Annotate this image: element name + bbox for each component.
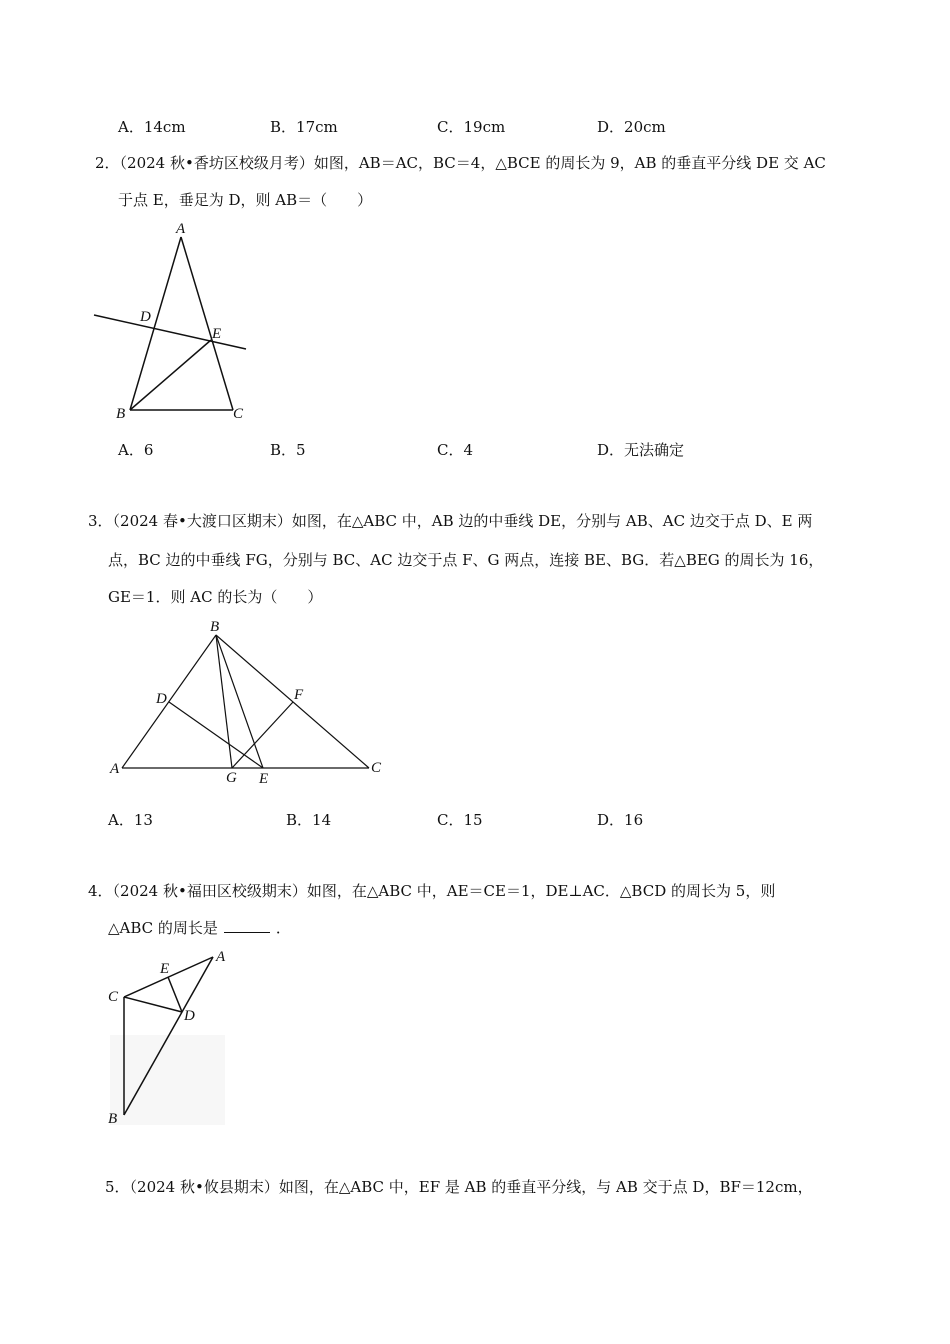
q3-label-f: F <box>294 687 304 703</box>
q2-label-a: A <box>176 221 186 237</box>
q4-text-line2 <box>108 918 291 938</box>
q3-label-a: A <box>110 761 120 777</box>
q3-option-c: C．15 <box>437 811 483 829</box>
q2-side-ab <box>130 237 181 410</box>
q3-label-d: D <box>156 691 167 707</box>
q2-side-ac <box>181 237 233 410</box>
q3-label-b: B <box>210 619 220 635</box>
q4-label-e: E <box>160 961 170 977</box>
q1-option-d: D．20cm <box>597 118 666 136</box>
q2-label-c: C <box>233 406 244 422</box>
q1-option-a: A．14cm <box>118 118 186 136</box>
q2-label-b: B <box>116 406 126 422</box>
q3-text-line1: 3．（2024 春•大渡口区期末）如图，在△ABC 中，AB 边的中垂线 DE，分别与 AB、AC 边交于点 D、E 两 <box>88 512 813 530</box>
q2-label-d: D <box>140 309 151 325</box>
q3-bisector-fg <box>232 702 293 768</box>
q1-option-c: C．19cm <box>437 118 506 136</box>
q1-option-b: B．17cm <box>270 118 338 136</box>
q3-label-e: E <box>259 771 269 787</box>
q4-text-post: ． <box>275 919 291 937</box>
q4-label-a: A <box>216 949 226 965</box>
q3-segment-bg <box>216 635 232 768</box>
q2-text-line1: 2．（2024 秋•香坊区校级月考）如图，AB＝AC，BC＝4，△BCE 的周长为 9，AB 的垂直平分线 DE 交 AC <box>95 154 826 172</box>
q3-option-a: A．13 <box>108 811 153 829</box>
q4-text-pre: △ABC 的周长是 <box>108 919 218 937</box>
q4-text-line1: 4．（2024 秋•福田区校级期末）如图，在△ABC 中，AE＝CE＝1，DE⊥AC．△BCD 的周长为 5，则 <box>88 882 776 900</box>
q2-segment-be <box>130 340 211 410</box>
q4-figure-shading <box>110 1035 225 1125</box>
q3-option-b: B．14 <box>286 811 332 829</box>
q3-label-c: C <box>371 760 382 776</box>
q3-text-line3: GE＝1．则 AC 的长为（ ） <box>108 588 323 606</box>
q4-segment-de <box>168 977 182 1012</box>
q2-figure <box>88 215 258 425</box>
q3-side-ab <box>122 635 216 768</box>
q3-bisector-de <box>169 702 263 768</box>
q3-label-g: G <box>226 770 237 786</box>
q2-option-a: A．6 <box>118 441 154 459</box>
q2-option-b: B．5 <box>270 441 306 459</box>
q3-option-d: D．16 <box>597 811 644 829</box>
q2-text-line2: 于点 E，垂足为 D，则 AB＝（ ） <box>118 191 373 209</box>
q3-text-line2: 点，BC 边的中垂线 FG，分别与 BC、AC 边交于点 F、G 两点，连接 BE、BG．若△BEG 的周长为 16， <box>108 551 824 569</box>
q2-option-c: C．4 <box>437 441 474 459</box>
q2-option-d: D．无法确定 <box>597 441 685 459</box>
q2-label-e: E <box>212 326 222 342</box>
q4-label-d: D <box>184 1008 195 1024</box>
q4-figure <box>100 945 240 1130</box>
q4-label-b: B <box>108 1111 118 1127</box>
q4-answer-blank[interactable] <box>224 918 270 933</box>
q3-figure <box>108 615 393 790</box>
q2-perp-bisector-de <box>94 315 246 349</box>
q4-segment-cd <box>124 997 182 1012</box>
q4-label-c: C <box>108 989 119 1005</box>
q5-text-line1: 5．（2024 秋•攸县期末）如图，在△ABC 中，EF 是 AB 的垂直平分线，与 AB 交于点 D，BF＝12cm， <box>105 1178 813 1196</box>
